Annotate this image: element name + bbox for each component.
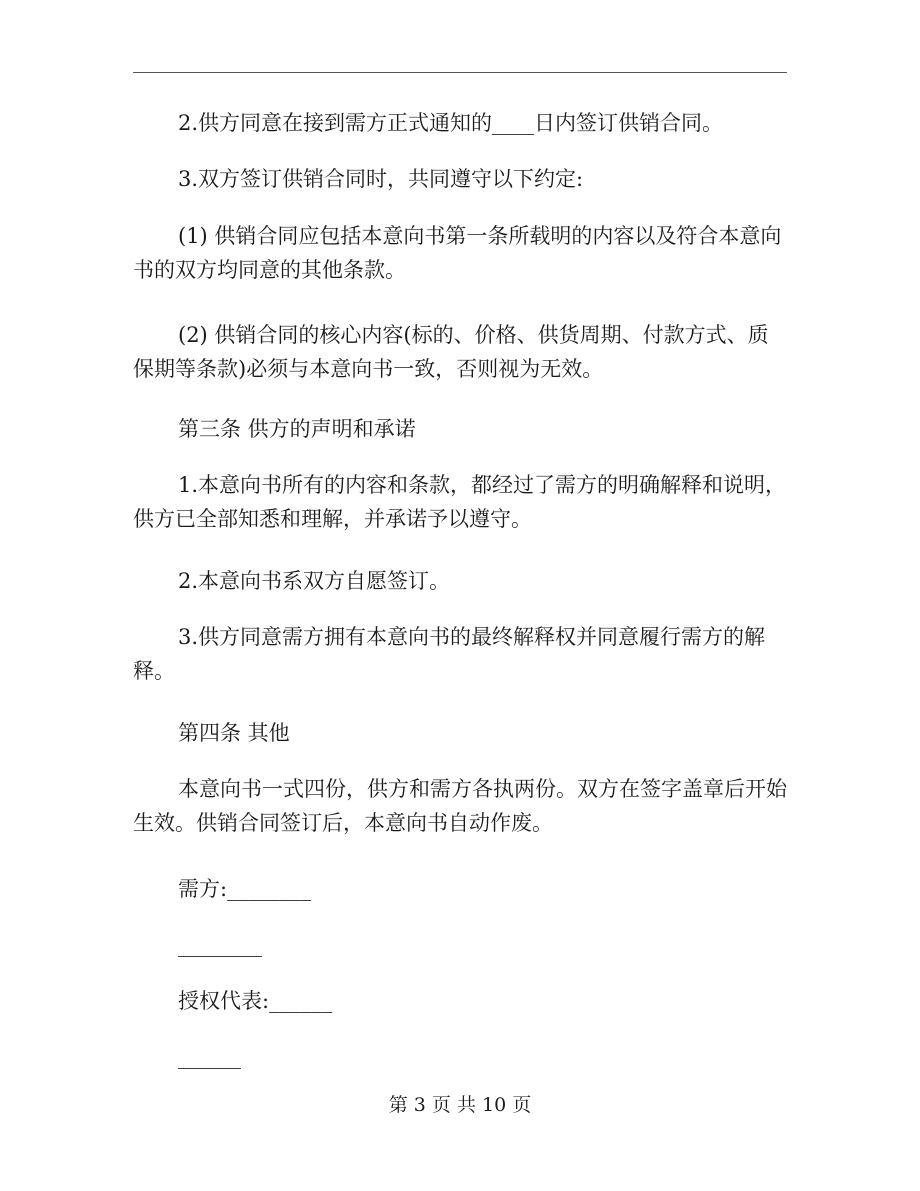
paragraph-line: 释。: [133, 659, 175, 683]
paragraph-clause-2-3-2: [133, 318, 787, 386]
paragraph-line: 2.供方同意在接到需方正式通知的____日内签订供销合同。: [178, 111, 724, 135]
paragraph-clause-3-2: [133, 564, 787, 598]
paragraph-line: 第四条 其他: [178, 721, 290, 745]
paragraph-clause-2-3-1: [133, 219, 787, 287]
signature-representative-blank: [133, 1040, 787, 1074]
paragraph-line: 2.本意向书系双方自愿签订。: [178, 569, 451, 593]
paragraph-line: 书的双方均同意的其他条款。: [133, 258, 406, 282]
paragraph-clause-2-2: [133, 106, 787, 140]
paragraph-line: 本意向书一式四份，供方和需方各执两份。双方在签字盖章后开始: [178, 777, 787, 801]
paragraph-line: ______: [178, 1045, 241, 1069]
header-rule: [133, 72, 787, 73]
signature-buyer-label: [133, 872, 787, 906]
paragraph-line: 需方:________: [178, 877, 312, 901]
signature-buyer-blank: [133, 928, 787, 962]
paragraph-article-4-body: [133, 772, 787, 840]
paragraph-line: (2) 供销合同的核心内容(标的、价格、供货周期、付款方式、质: [178, 323, 769, 347]
page-number: 第 3 页 共 10 页: [388, 1094, 532, 1116]
paragraph-line: (1) 供销合同应包括本意向书第一条所载明的内容以及符合本意向: [178, 224, 782, 248]
paragraph-line: 1.本意向书所有的内容和条款，都经过了需方的明确解释和说明，: [178, 473, 787, 497]
signature-representative-label: [133, 984, 787, 1018]
paragraph-clause-3-1: [133, 468, 787, 536]
paragraph-line: 3.供方同意需方拥有本意向书的最终解释权并同意履行需方的解: [178, 625, 766, 649]
paragraph-line: ________: [178, 933, 262, 957]
paragraph-line: 保期等条款)必须与本意向书一致，否则视为无效。: [133, 357, 604, 381]
paragraph-line: 3.双方签订供销合同时，共同遵守以下约定:: [178, 167, 584, 191]
paragraph-line: 生效。供销合同签订后，本意向书自动作废。: [133, 811, 553, 835]
paragraph-line: 第三条 供方的声明和承诺: [178, 417, 416, 441]
paragraph-clause-2-3: [133, 162, 787, 196]
paragraph-line: 授权代表:______: [178, 989, 333, 1013]
heading-article-4: [133, 716, 787, 750]
heading-article-3: [133, 412, 787, 446]
paragraph-clause-3-3: [133, 620, 787, 688]
paragraph-line: 供方已全部知悉和理解，并承诺予以遵守。: [133, 507, 532, 531]
